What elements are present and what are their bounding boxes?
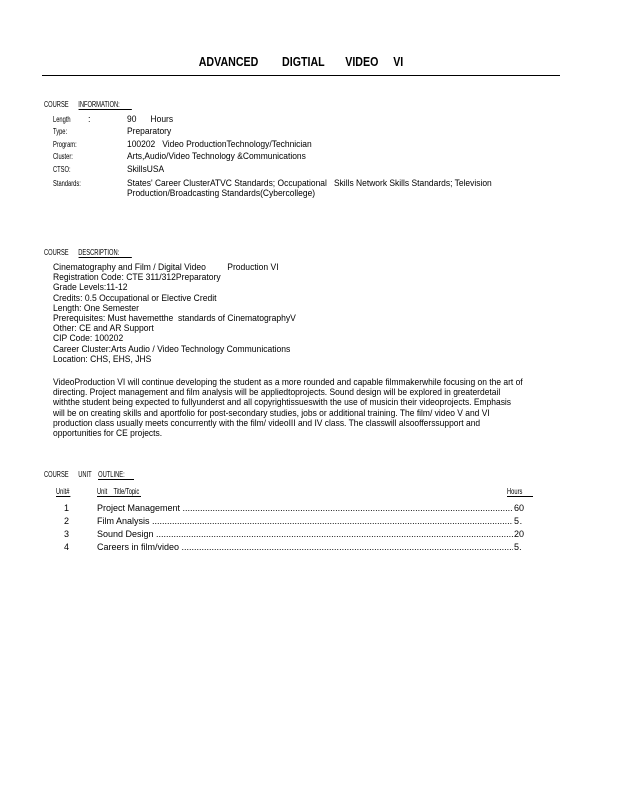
unit-number: 2 bbox=[64, 516, 70, 526]
outline-row bbox=[0, 516, 618, 528]
unit-title: Film Analysis ..... bbox=[97, 516, 522, 526]
document-title: ADVANCED DIGTIAL VIDEO VI bbox=[198, 54, 404, 69]
info-value: States' Career ClusterATVC Standards; Occupational Skills Network Skills Standards; Television Production/Broadcasting Standards(Cybercollege) bbox=[127, 178, 495, 198]
unit-title: Project Management ..... bbox=[97, 503, 522, 513]
outline-row bbox=[0, 542, 618, 554]
heading-word: OUTLINE: bbox=[98, 470, 134, 480]
outline-col-hours-underline bbox=[507, 496, 533, 497]
unit-number: 3 bbox=[64, 529, 70, 539]
description-line: CIP Code: 100202 bbox=[53, 333, 124, 344]
unit-title: Careers in film/video ..... bbox=[97, 542, 522, 552]
unit-title: Sound Design ..... bbox=[97, 529, 522, 539]
heading-word: UNIT bbox=[78, 470, 92, 479]
unit-number: 4 bbox=[64, 542, 70, 552]
info-value: 100202 Video ProductionTechnology/Technician bbox=[127, 139, 312, 149]
heading-word: COURSE bbox=[44, 470, 69, 479]
description-line: Length: One Semester bbox=[53, 302, 140, 313]
course-information-heading bbox=[44, 100, 132, 110]
description-line: Credits: 0.5 Occupational or Elective Credit bbox=[53, 292, 217, 303]
unit-hours: 5 bbox=[514, 542, 520, 552]
outline-row bbox=[0, 529, 618, 541]
info-label: CTSO: bbox=[53, 165, 71, 174]
course-outline-heading bbox=[44, 470, 134, 480]
unit-hours: 5 bbox=[514, 516, 520, 526]
heading-word: COURSE bbox=[44, 100, 69, 109]
description-line: Other: CE and AR Support bbox=[53, 323, 154, 334]
course-description-heading bbox=[44, 248, 132, 258]
info-value: 90 Hours bbox=[127, 114, 174, 124]
outline-row bbox=[0, 503, 618, 515]
unit-hours: 60 bbox=[514, 503, 525, 513]
description-line: Cinematography and Film / Digital Video Production VI bbox=[53, 262, 279, 272]
outline-col-hours: Hours bbox=[507, 487, 523, 496]
heading-word: DESCRIPTION: bbox=[78, 248, 131, 258]
info-value: SkillsUSA bbox=[127, 164, 165, 174]
heading-word: INFORMATION: bbox=[78, 100, 131, 110]
description-line: Registration Code: CTE 311/312Preparatory bbox=[53, 272, 221, 283]
description-line: Grade Levels:11-12 bbox=[53, 282, 128, 293]
course-description-details bbox=[53, 262, 509, 364]
info-colon: : bbox=[88, 114, 91, 124]
outline-col-title-underline bbox=[97, 496, 141, 497]
description-line: Prerequisites: Must havemetthe standards of CinematographyV bbox=[53, 313, 296, 324]
info-label: Length bbox=[53, 115, 71, 124]
course-description-paragraph: VideoProduction VI will continue developing the student as a more rounded and capable filmmakerwhile focusing on the art of directing. Project management and film analysis will be appliedtoprojects. Sound design will be explored in greaterdetail withthe student being expected to fullyunderst and all copyrightissueswith the use of musicin their videoprojects. Emphasis will be on creating skills and aportfolio for post-secondary studies, jobs or additional training. The film/ video V and VI production class usually meets concurrently with the film/ videoIII and IV class. The classwill alsoofferssupport and opportunities for CE projects. bbox=[53, 377, 523, 439]
description-line: Career Cluster:Arts Audio / Video Technology Communications bbox=[53, 343, 291, 354]
info-label: Standards: bbox=[53, 179, 81, 188]
outline-col-title: Unit Title/Topic bbox=[97, 487, 140, 496]
info-label: Cluster: bbox=[53, 152, 73, 161]
unit-hours: 20 bbox=[514, 529, 525, 539]
description-line: Location: CHS, EHS, JHS bbox=[53, 353, 152, 364]
info-value: Arts,Audio/Video Technology &Communications bbox=[127, 151, 306, 161]
info-value: Preparatory bbox=[127, 126, 172, 136]
title-divider bbox=[42, 75, 560, 76]
heading-word: COURSE bbox=[44, 248, 69, 257]
unit-number: 1 bbox=[64, 503, 70, 513]
outline-col-unit: Unit# bbox=[56, 487, 70, 496]
info-label: Type: bbox=[53, 127, 68, 136]
info-label: Program: bbox=[53, 140, 77, 149]
